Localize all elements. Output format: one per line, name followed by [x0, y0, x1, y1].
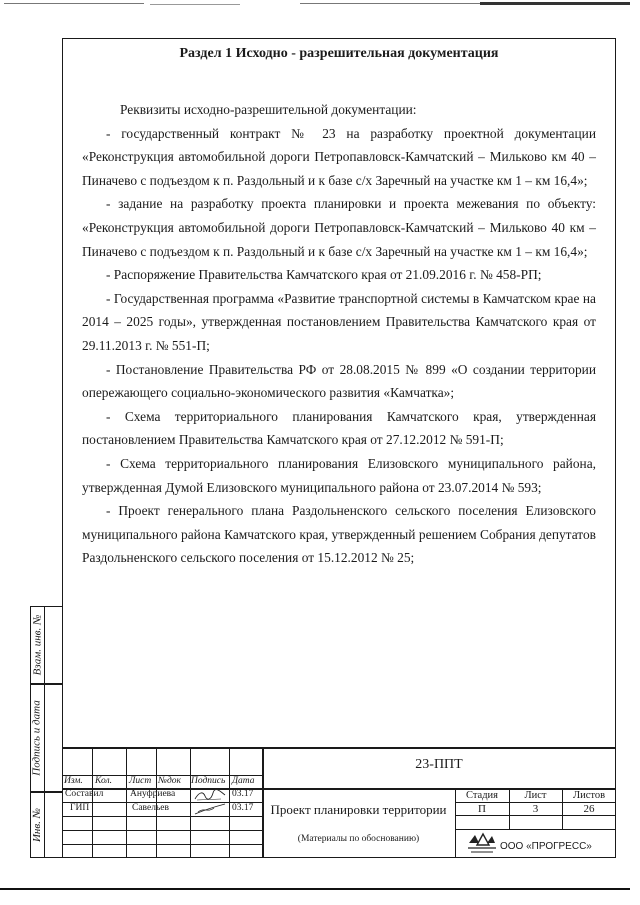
- requisite-item: - Схема территориального планирования Елизовского муниципального района, утвержденная Думой Елизовского муниципального района от 23.07.2014 № 593;: [82, 455, 596, 495]
- sheets-value: 26: [583, 803, 595, 815]
- sheet-label: Лист: [524, 790, 547, 801]
- stamp-header-izm: Изм.: [64, 776, 83, 786]
- scan-edge-bottom: [0, 888, 630, 890]
- stamp-header-data: Дата: [232, 776, 255, 786]
- stamp-date: 03.17: [232, 803, 254, 813]
- stamp-name: Ануфриева: [130, 789, 176, 799]
- side-label-vzam: Взам. инв. №: [31, 614, 44, 676]
- signature-savelev: [192, 802, 228, 816]
- document-code: 23-ППТ: [415, 757, 463, 772]
- intro-paragraph: Реквизиты исходно-разрешительной документации:: [120, 102, 417, 117]
- document-body: [82, 98, 596, 570]
- title-block: [62, 747, 616, 858]
- requisite-item: - государственный контракт № 23 на разработку проектной документации «Реконструкция автомобильной дороги Петропавловск-Камчатский – Мильково км 40 – Пиначево с подъездом к п. Раздольный и к базе с/х Заречный на участке км 1 – км 16,4»;: [82, 125, 596, 188]
- side-margin-strip: [30, 606, 62, 858]
- requisite-item: - Постановление Правительства РФ от 28.08.2015 № 899 «О создании территории опережающего социально-экономического развития «Камчатка»;: [82, 361, 596, 401]
- stamp-header-list: Лист: [129, 776, 152, 786]
- requisite-item: - Схема территориального планирования Камчатского края, утвержденная постановлением Правительства Камчатского края от 27.12.2012 № 591-П;: [82, 408, 596, 448]
- scan-edge-top: [0, 0, 640, 8]
- stamp-date: 03.17: [232, 789, 254, 799]
- stamp-role: ГИП: [70, 803, 90, 813]
- requisite-item: - Проект генерального плана Раздольненского сельского поселения Елизовского муниципального района Камчатского края, утвержденный решением Собрания депутатов Раздольненского сельского поселения от 15.12.2012 № 25;: [82, 503, 596, 566]
- stage-value: П: [478, 803, 486, 815]
- stamp-header-kol: Кол.: [95, 776, 112, 786]
- side-label-inv: Инв. №: [31, 807, 43, 843]
- sheets-label: Листов: [572, 790, 606, 801]
- stage-label: Стадия: [465, 790, 499, 801]
- stamp-header-ndok: №док: [158, 776, 181, 786]
- sheet-value: 3: [532, 803, 539, 815]
- organization-name: ООО «ПРОГРЕСС»: [500, 841, 592, 852]
- signature-anufrieva: [193, 788, 227, 802]
- project-subtitle: (Материалы по обоснованию): [297, 834, 420, 844]
- side-label-podpis: Подпись и дата: [31, 700, 43, 776]
- stamp-role: Составил: [65, 789, 104, 799]
- requisite-item: - Государственная программа «Развитие транспортной системы в Камчатском крае на 2014 – 2025 годы», утвержденная постановлением Правительства Камчатского края от 29.11.2013 г. № 551-П;: [82, 290, 596, 353]
- requisite-item: - задание на разработку проекта планировки и проекта межевания по объекту: «Реконструкция автомобильной дороги Петропавловск-Камчатский – Мильково 40 км – Пиначево с подъездом к п. Раздольный и к базе с/х Заречный на участке км 1 – км 16,4»;: [82, 196, 596, 259]
- requisite-item: - Распоряжение Правительства Камчатского края от 21.09.2016 г. № 458-РП;: [106, 267, 542, 283]
- project-title: Проект планировки территории: [270, 802, 447, 817]
- stamp-header-podpis: Подпись: [191, 776, 226, 786]
- stamp-name: Савельев: [132, 803, 169, 813]
- section-heading: Раздел 1 Исходно - разрешительная документация: [179, 46, 499, 61]
- company-logo: [467, 831, 497, 855]
